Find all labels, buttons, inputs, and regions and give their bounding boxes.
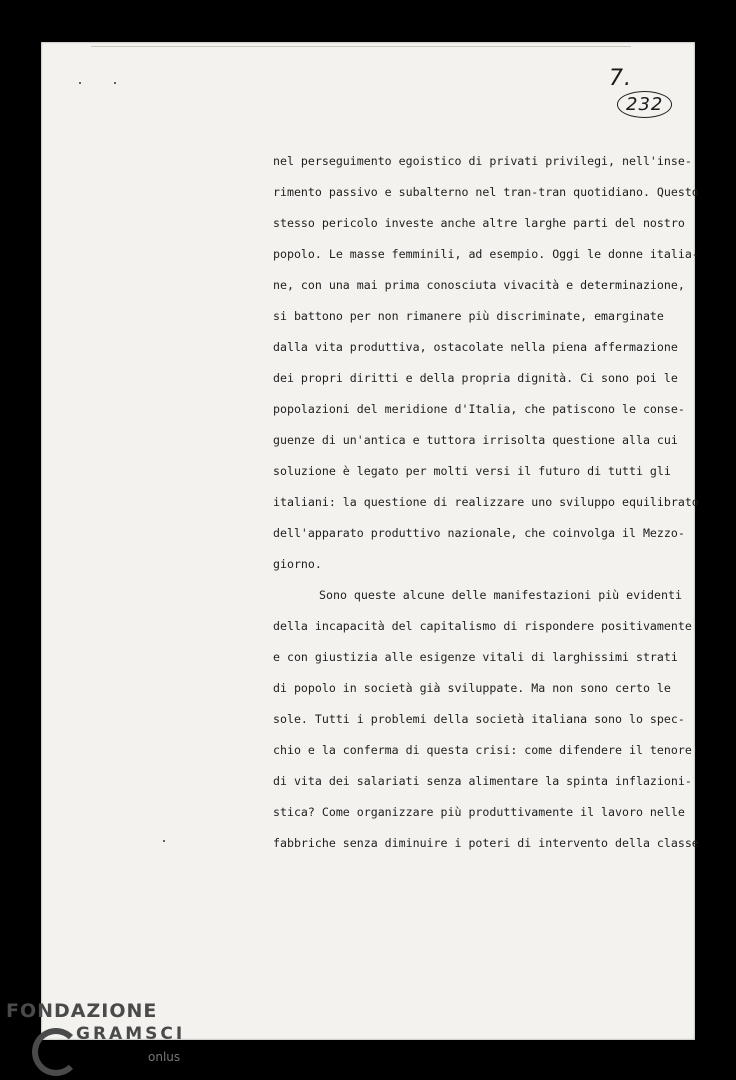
watermark-line1: FONDAZIONE xyxy=(6,1000,158,1022)
text-line: stesso pericolo investe anche altre larghe parti del nostro xyxy=(273,216,685,230)
text-line: dalla vita produttiva, ostacolate nella piena affermazione xyxy=(273,340,678,354)
typed-body-text xyxy=(273,146,699,859)
punch-mark xyxy=(114,82,116,84)
paragraph-first-line: Sono queste alcune delle manifestazioni più evidenti xyxy=(319,588,682,602)
text-line: dell'apparato produttivo nazionale, che coinvolga il Mezzo- xyxy=(273,526,685,540)
page-number-value: 7. xyxy=(609,66,632,91)
punch-mark xyxy=(163,840,165,842)
text-line: guenze di un'antica e tuttora irrisolta questione alla cui xyxy=(273,433,678,447)
text-line: giorno. xyxy=(273,557,322,571)
text-line: stica? Come organizzare più produttivamente il lavoro nelle xyxy=(273,805,685,819)
text-line: dei propri diritti e della propria dignità. Ci sono poi le xyxy=(273,371,678,385)
page-number xyxy=(609,66,695,118)
watermark-line2: GRAMSCI xyxy=(76,1024,186,1044)
top-edge-rule xyxy=(91,46,631,47)
logo-g-icon xyxy=(32,1028,80,1076)
archive-number: 232 xyxy=(617,91,672,118)
text-line: di popolo in società già sviluppate. Ma non sono certo le xyxy=(273,681,671,695)
text-line: rimento passivo e subalterno nel tran-tran quotidiano. Questo xyxy=(273,185,699,199)
text-line: soluzione è legato per molti versi il futuro di tutti gli xyxy=(273,464,671,478)
text-line: fabbriche senza diminuire i poteri di intervento della classe xyxy=(273,836,699,850)
fondazione-gramsci-watermark xyxy=(6,998,206,1078)
text-line: chio e la conferma di questa crisi: come difendere il tenore xyxy=(273,743,692,757)
text-line: e con giustizia alle esigenze vitali di larghissimi strati xyxy=(273,650,678,664)
text-line: nel perseguimento egoistico di privati privilegi, nell'inse- xyxy=(273,154,692,168)
text-line: ne, con una mai prima conosciuta vivacità e determinazione, xyxy=(273,278,685,292)
text-line: sole. Tutti i problemi della società italiana sono lo spec- xyxy=(273,712,685,726)
document-page xyxy=(41,42,699,1040)
text-line: della incapacità del capitalismo di rispondere positivamente xyxy=(273,619,692,633)
watermark-line3: onlus xyxy=(148,1050,181,1064)
punch-mark xyxy=(79,82,81,84)
text-line: italiani: la questione di realizzare uno sviluppo equilibrato xyxy=(273,495,699,509)
text-line: si battono per non rimanere più discriminate, emarginate xyxy=(273,309,664,323)
text-line: popolo. Le masse femminili, ad esempio. Oggi le donne italia- xyxy=(273,247,699,261)
text-line: di vita dei salariati senza alimentare la spinta inflazioni- xyxy=(273,774,692,788)
text-line: popolazioni del meridione d'Italia, che patiscono le conse- xyxy=(273,402,685,416)
